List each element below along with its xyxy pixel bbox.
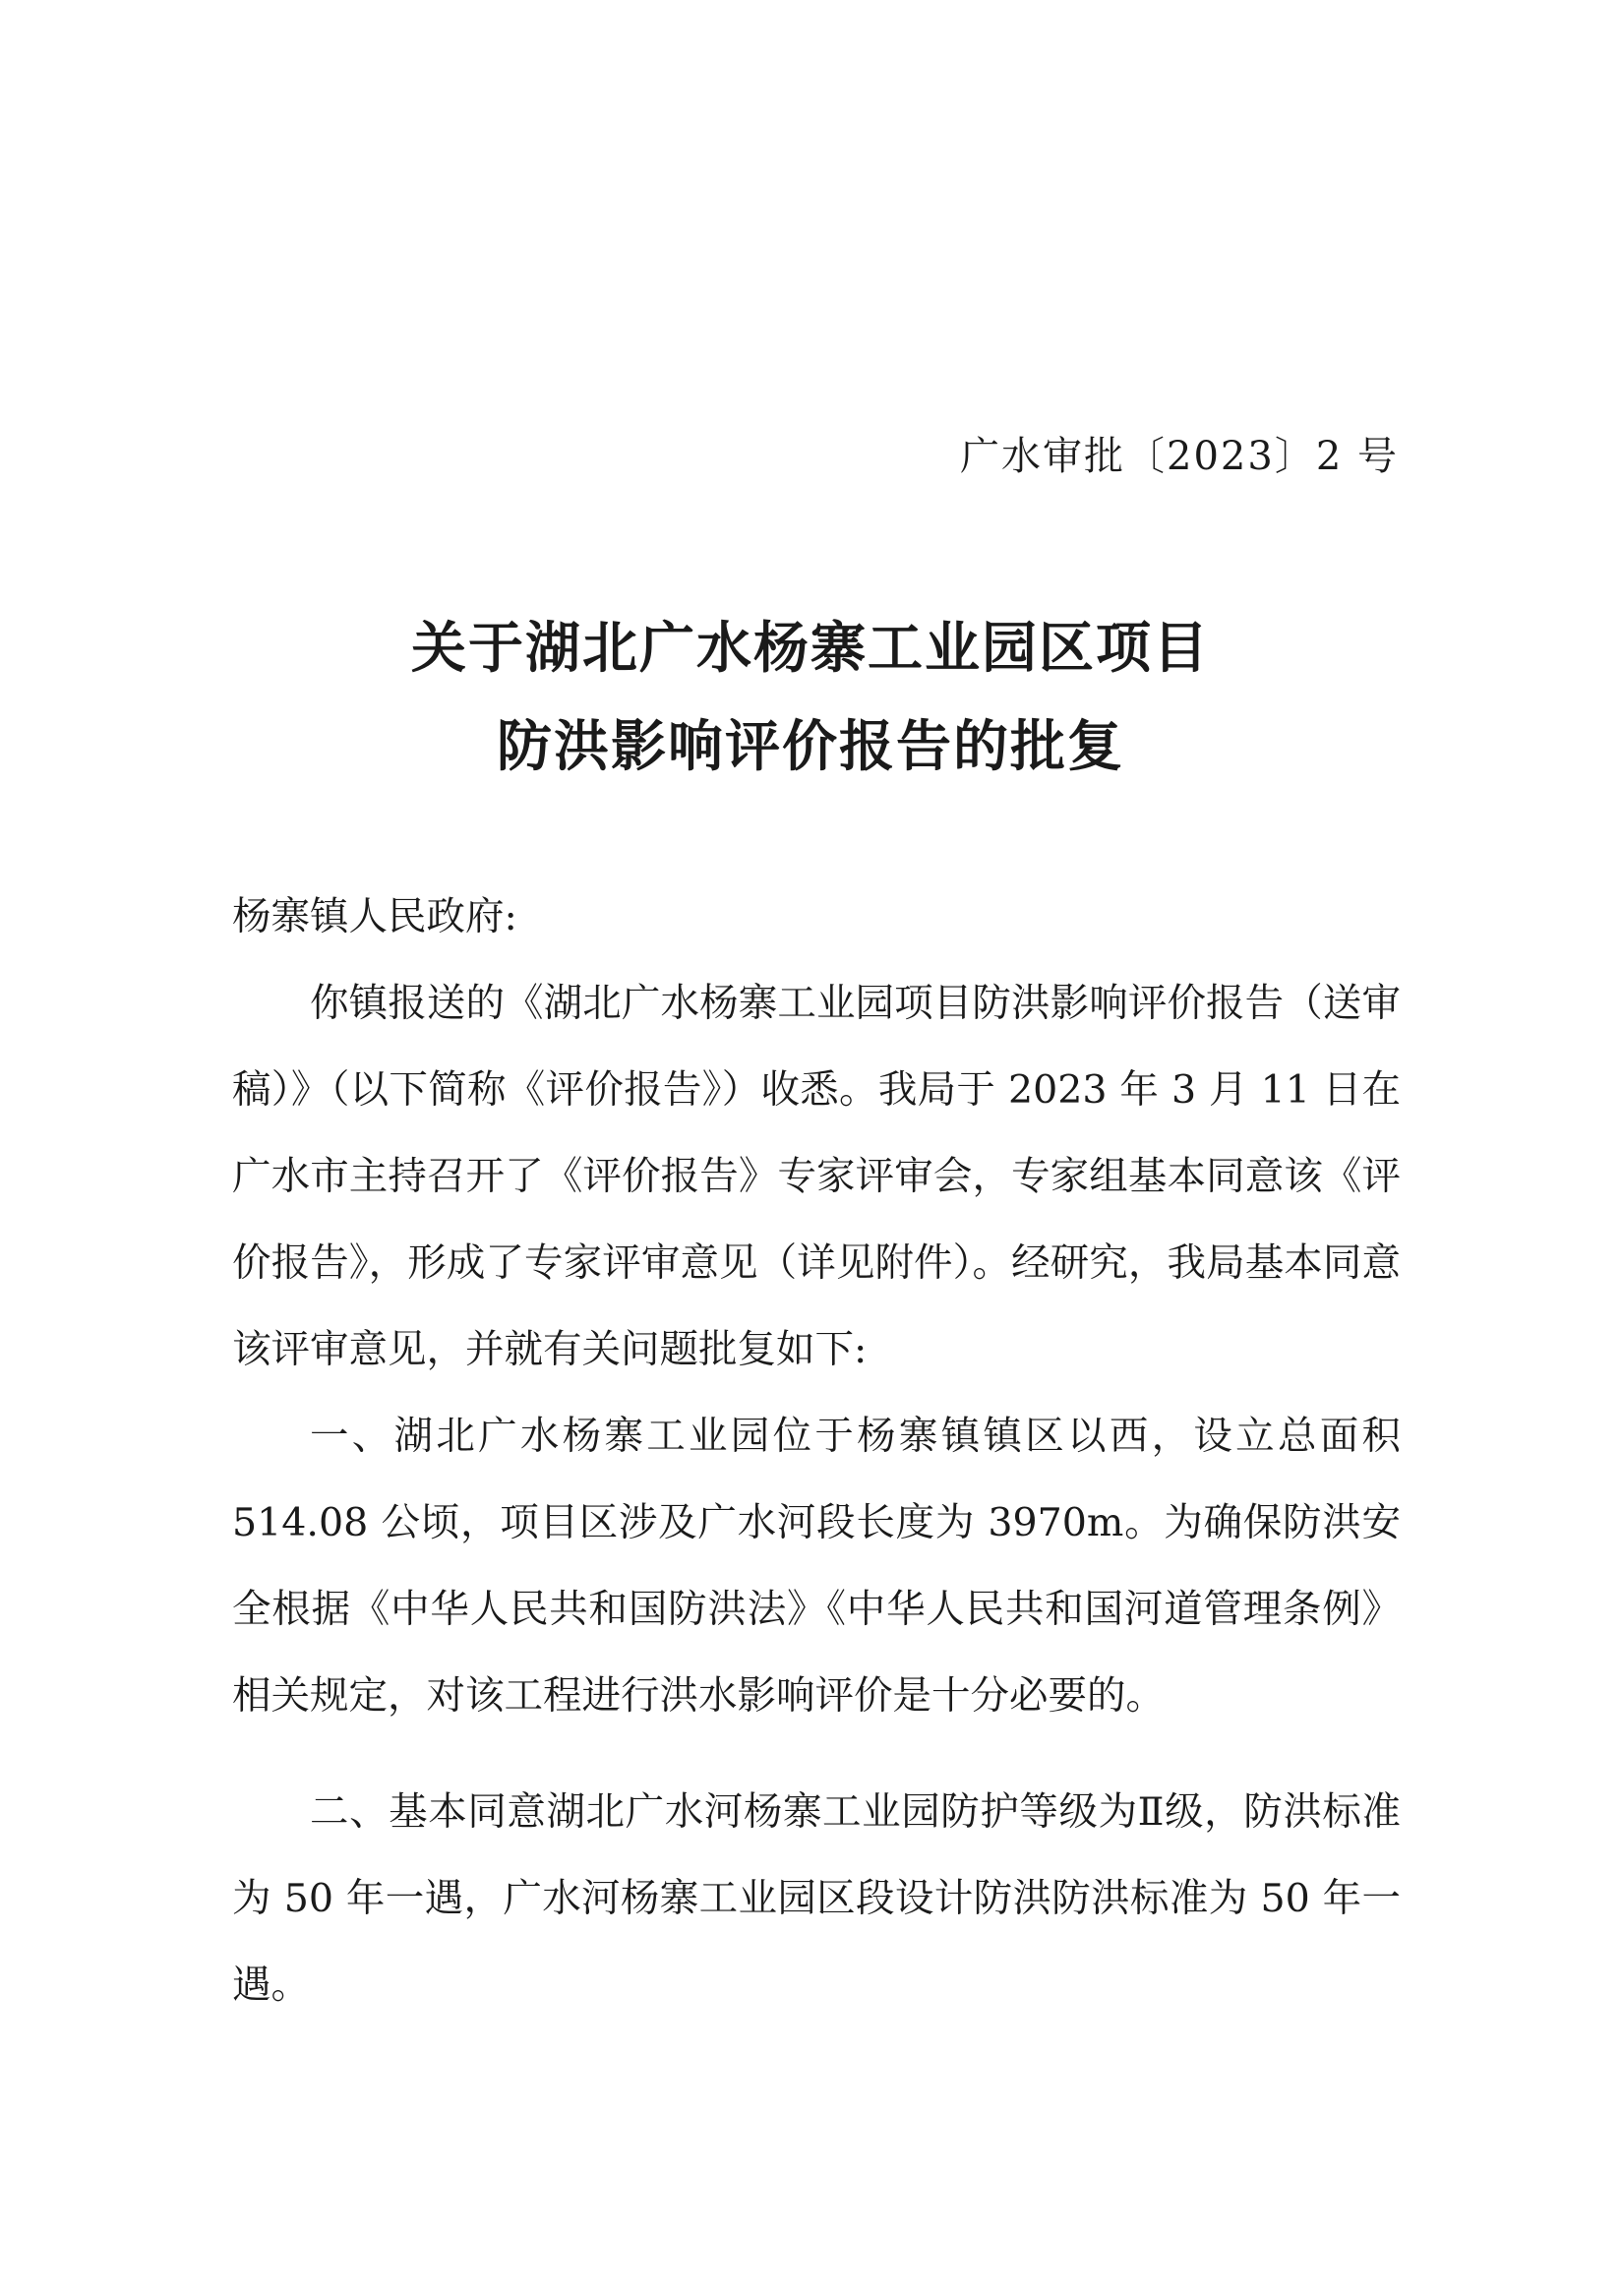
- salutation: 杨寨镇人民政府:: [232, 894, 517, 939]
- paragraph-item-1: 一、湖北广水杨寨工业园位于杨寨镇镇区以西，设立总面积 514.08 公顷，项目区涉及广水河段长度为 3970m。为确保防洪安全根据《中华人民共和国防洪法》《中华人民共和国河道管理条例》相关规定，对该工程进行洪水影响评价是十分必要的。: [232, 1414, 1401, 1719]
- document-title: [0, 600, 1621, 797]
- title-line-1: 关于湖北广水杨寨工业园区项目: [411, 617, 1210, 681]
- paragraph-item-2: 二、基本同意湖北广水河杨寨工业园防护等级为Ⅱ级，防洪标准为 50 年一遇，广水河杨寨工业园区段设计防洪防洪标准为 50 年一遇。: [232, 1789, 1401, 2008]
- paragraph-intro: 你镇报送的《湖北广水杨寨工业园项目防洪影响评价报告（送审稿）》（以下简称《评价报告》）收悉。我局于 2023 年 3 月 11 日在广水市主持召开了《评价报告》专家评审会，专家组基本同意该《评价报告》，形成了专家评审意见（详见附件）。经研究，我局基本同意该评审意见，并就有关问题批复如下:: [232, 981, 1401, 1372]
- document-body: [232, 874, 1401, 2028]
- document-number: 广水审批〔2023〕2 号: [960, 434, 1399, 479]
- title-line-2: 防洪影响评价报告的批复: [497, 715, 1124, 779]
